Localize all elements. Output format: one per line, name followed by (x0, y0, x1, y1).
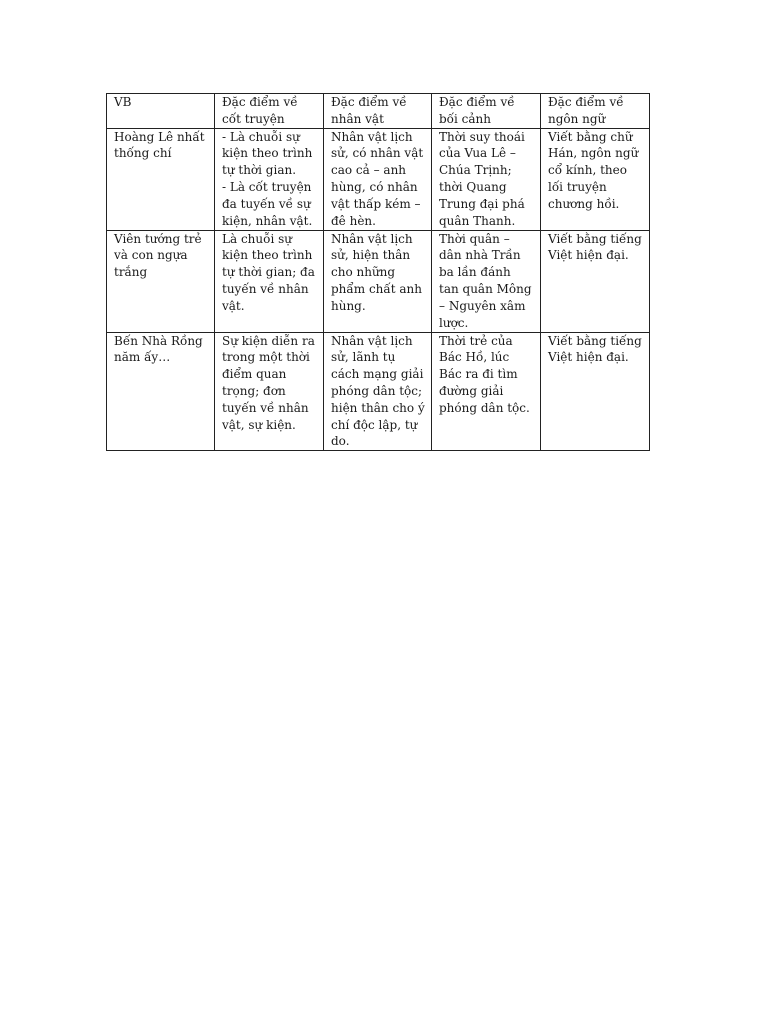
cell-boi-canh: Thời quân – dân nhà Trần ba lần đánh tan quân Mông – Nguyên xâm lược. (432, 230, 541, 332)
cot-truyen-line: - Là chuỗi sự kiện theo trình tự thời gian. (222, 129, 313, 178)
cell-vb: Bến Nhà Rồng năm ấy… (107, 332, 215, 451)
header-cell-boi-canh: Đặc điểm về bối cảnh (432, 94, 541, 129)
table-row (107, 128, 650, 230)
cell-ngon-ngu: Viết bằng chữ Hán, ngôn ngữ cổ kính, theo lối truyện chương hồi. (541, 128, 650, 230)
table-header-row (107, 94, 650, 129)
cell-vb: Viên tướng trẻ và con ngựa trắng (107, 230, 215, 332)
comparison-table (106, 93, 650, 451)
cot-truyen-line: Là chuỗi sự kiện theo trình tự thời gian; đa tuyến về nhân vật. (222, 231, 315, 313)
header-cell-ngon-ngu: Đặc điểm về ngôn ngữ (541, 94, 650, 129)
cell-boi-canh: Thời trẻ của Bác Hồ, lúc Bác ra đi tìm đường giải phóng dân tộc. (432, 332, 541, 451)
cell-boi-canh: Thời suy thoái của Vua Lê – Chúa Trịnh; thời Quang Trung đại phá quân Thanh. (432, 128, 541, 230)
cell-cot-truyen (215, 128, 324, 230)
header-cell-cot-truyen: Đặc điểm về cốt truyện (215, 94, 324, 129)
cell-ngon-ngu: Viết bằng tiếng Việt hiện đại. (541, 230, 650, 332)
header-cell-vb: VB (107, 94, 215, 129)
cell-vb: Hoàng Lê nhất thống chí (107, 128, 215, 230)
table-row (107, 332, 650, 451)
cell-cot-truyen (215, 230, 324, 332)
cot-truyen-line: Sự kiện diễn ra trong một thời điểm quan trọng; đơn tuyến về nhân vật, sự kiện. (222, 333, 315, 432)
cell-ngon-ngu: Viết bằng tiếng Việt hiện đại. (541, 332, 650, 451)
cell-nhan-vat: Nhân vật lịch sử, hiện thân cho những phẩm chất anh hùng. (324, 230, 432, 332)
cell-nhan-vat: Nhân vật lịch sử, có nhân vật cao cả – anh hùng, có nhân vật thấp kém – đê hèn. (324, 128, 432, 230)
cell-nhan-vat: Nhân vật lịch sử, lãnh tụ cách mạng giải phóng dân tộc; hiện thân cho ý chí độc lập, tự do. (324, 332, 432, 451)
table-row (107, 230, 650, 332)
cell-cot-truyen (215, 332, 324, 451)
header-cell-nhan-vat: Đặc điểm về nhân vật (324, 94, 432, 129)
cot-truyen-line: - Là cốt truyện đa tuyến về sự kiện, nhân vật. (222, 179, 313, 228)
